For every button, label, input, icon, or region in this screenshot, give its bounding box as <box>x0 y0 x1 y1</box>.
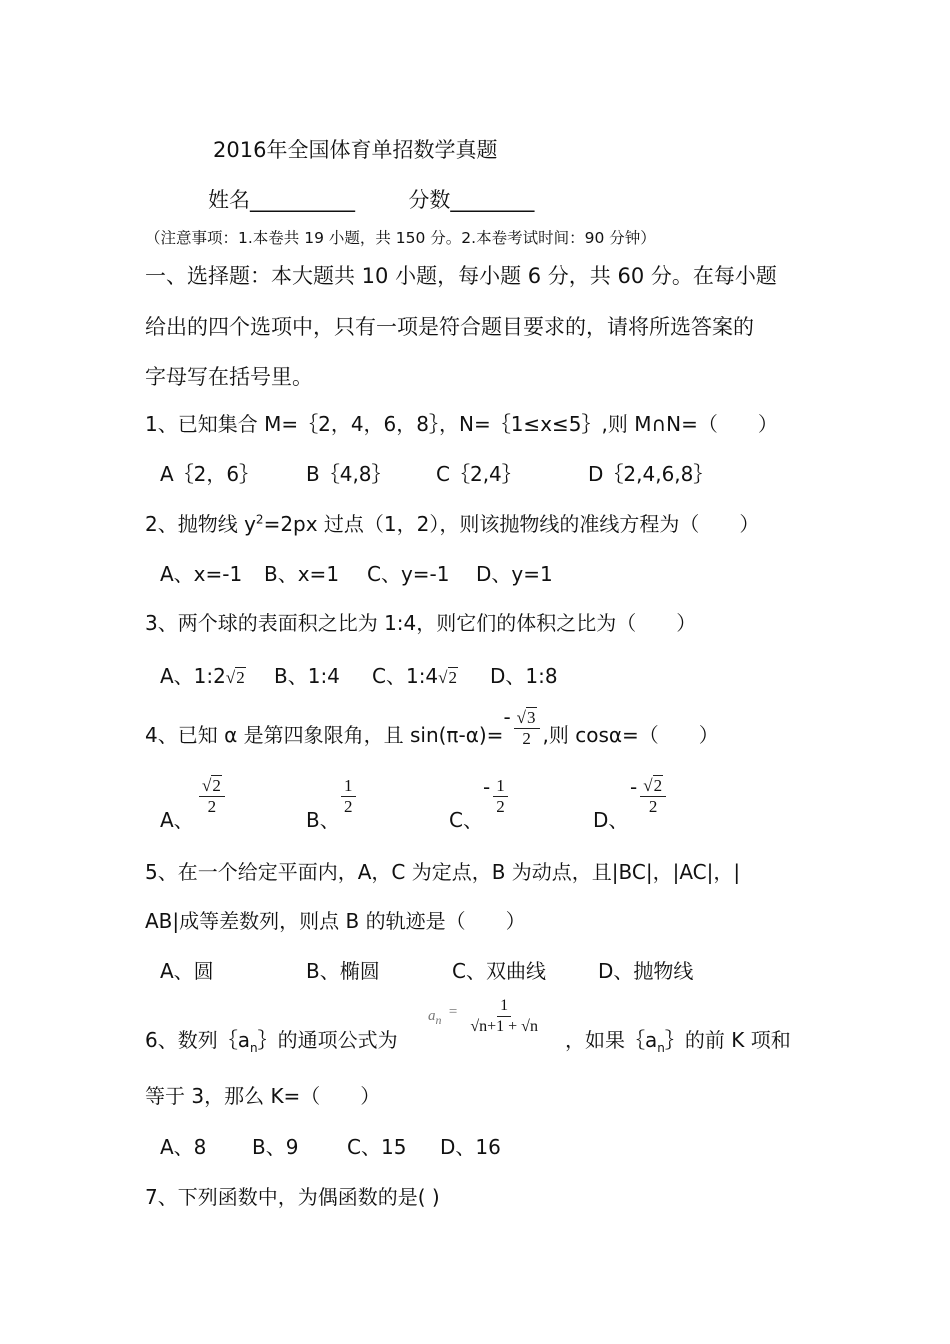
question-6-line-1-end <box>565 1026 791 1054</box>
q4-d-num: 2 <box>653 776 663 795</box>
q3-option-c-label: C、1:4 <box>372 664 439 688</box>
q4-b-den: 2 <box>344 797 353 816</box>
q1-option-d: D｛2,4,6,8｝ <box>588 462 714 486</box>
q2-option-a: A、x=-1 <box>160 562 243 586</box>
q4-b-num: 1 <box>341 776 356 797</box>
question-5-line-1: 5、在一个给定平面内，A，C 为定点，B 为动点，且|BC|，|AC|，| <box>145 860 741 884</box>
page-title: 2016年全国体育单招数学真题 <box>213 138 498 162</box>
q4-fraction-num: 3 <box>527 708 536 727</box>
q4-option-d-label: D、 <box>593 808 629 832</box>
q3-option-a-label: A、1:2 <box>160 664 226 688</box>
q5-option-b: B、椭圆 <box>306 959 380 983</box>
q4-d-den: 2 <box>648 797 658 816</box>
question-6-line-2: 等于 3，那么 K=（ ） <box>145 1084 381 1108</box>
q6-option-c: C、15 <box>347 1135 407 1159</box>
q4-fraction-den: 2 <box>522 729 531 748</box>
q4-option-b-label: B、 <box>306 808 340 832</box>
q3-option-a-radicand: 2 <box>236 668 245 687</box>
name-score-line <box>208 186 534 214</box>
name-label: 姓名 <box>208 188 250 212</box>
q4-text-post: ,则 cosα=（ ） <box>542 723 719 747</box>
q6-option-b: B、9 <box>252 1135 299 1159</box>
score-label: 分数 <box>408 188 451 212</box>
q4-a-den: 2 <box>207 797 217 816</box>
q4-option-c-label: C、 <box>449 808 483 832</box>
name-blank: __________ <box>250 188 355 212</box>
q4-a-num: 2 <box>212 776 221 795</box>
q6-text-pre: 6、数列｛a <box>145 1028 250 1052</box>
q4-option-a-label: A、 <box>160 808 194 832</box>
q4-option-d-value: - $\frac{√2}{2}$ <box>630 776 669 817</box>
sqrt-symbol: √2 <box>225 668 245 687</box>
question-7: 7、下列函数中，为偶函数的是( ) <box>145 1185 440 1209</box>
section-line-2: 给出的四个选项中，只有一项是符合题目要求的，请将所选答案的 <box>145 315 754 339</box>
q6-text-post-pre: ，如果｛a <box>565 1028 658 1052</box>
q4-minus: - <box>503 705 511 729</box>
q3-option-d: D、1:8 <box>490 664 558 688</box>
q2-text-pre: 2、抛物线 y <box>145 512 256 536</box>
question-5-line-2: AB|成等差数列，则点 B 的轨迹是（ ） <box>145 909 526 933</box>
q5-option-d: D、抛物线 <box>598 959 694 983</box>
q6-subscript-1: n <box>249 1041 258 1055</box>
q6-formula-sub: n <box>435 1013 442 1027</box>
q5-option-a: A、圆 <box>160 959 214 983</box>
q2-text-post: =2px 过点（1，2），则该抛物线的准线方程为（ ） <box>263 512 760 536</box>
q4-option-b-value <box>338 776 359 817</box>
q4-fraction: $\frac{√3}{2}$ <box>514 708 540 749</box>
question-1: 1、已知集合 M=｛2，4，6，8｝，N=｛1≤x≤5｝,则 M∩N=（ ） <box>145 412 778 436</box>
q1-option-b: B｛4,8｝ <box>306 462 392 486</box>
q6-formula-num: 1 <box>497 996 511 1017</box>
q2-option-d: D、y=1 <box>476 562 553 586</box>
q4-option-c-value <box>483 776 511 817</box>
exam-note: （注意事项：1.本卷共 19 小题，共 150 分。2.本卷考试时间：90 分钟） <box>145 229 656 247</box>
q3-option-b: B、1:4 <box>274 664 340 688</box>
q4-c-den: 2 <box>496 797 505 816</box>
q6-option-a: A、8 <box>160 1135 207 1159</box>
q4-option-a-value: $\frac{√2}{2}$ <box>196 776 228 817</box>
q2-exponent: 2 <box>255 512 264 527</box>
question-2 <box>145 510 759 538</box>
q2-option-c: C、y=-1 <box>367 562 450 586</box>
q3-option-a <box>160 662 246 692</box>
question-6-line-1 <box>145 1026 398 1054</box>
sqrt-symbol: √2 <box>438 668 457 687</box>
q6-text-post: ｝的前 K 项和 <box>664 1028 791 1052</box>
q6-formula <box>428 996 544 1037</box>
q3-option-c-radicand: 2 <box>448 668 457 687</box>
q6-formula-eq: = <box>447 1004 458 1020</box>
q1-option-a: A｛2，6｝ <box>160 462 260 486</box>
q4-text-pre: 4、已知 α 是第四象限角，且 sin(π-α)= <box>145 723 504 747</box>
q1-option-c: C｛2,4｝ <box>436 462 522 486</box>
q4-c-num: 1 <box>493 776 508 797</box>
q3-option-c <box>372 662 458 692</box>
section-line-3: 字母写在括号里。 <box>145 365 313 389</box>
q6-option-d: D、16 <box>440 1135 501 1159</box>
question-3: 3、两个球的表面积之比为 1:4，则它们的体积之比为（ ） <box>145 611 697 635</box>
question-4 <box>145 705 719 765</box>
q5-option-c: C、双曲线 <box>452 959 546 983</box>
q2-option-b: B、x=1 <box>264 562 340 586</box>
q4-d-minus: - <box>630 775 638 799</box>
section-line-1: 一、选择题：本大题共 10 小题，每小题 6 分，共 60 分。在每小题 <box>145 264 777 288</box>
q6-formula-den: √n+1 + √n <box>470 1018 538 1035</box>
score-blank: ________ <box>450 188 535 212</box>
q6-subscript-2: n <box>657 1041 665 1055</box>
q6-text-mid: ｝的通项公式为 <box>257 1028 398 1052</box>
q6-formula-lhs: a <box>428 1008 436 1024</box>
q4-c-minus: - <box>483 775 491 799</box>
